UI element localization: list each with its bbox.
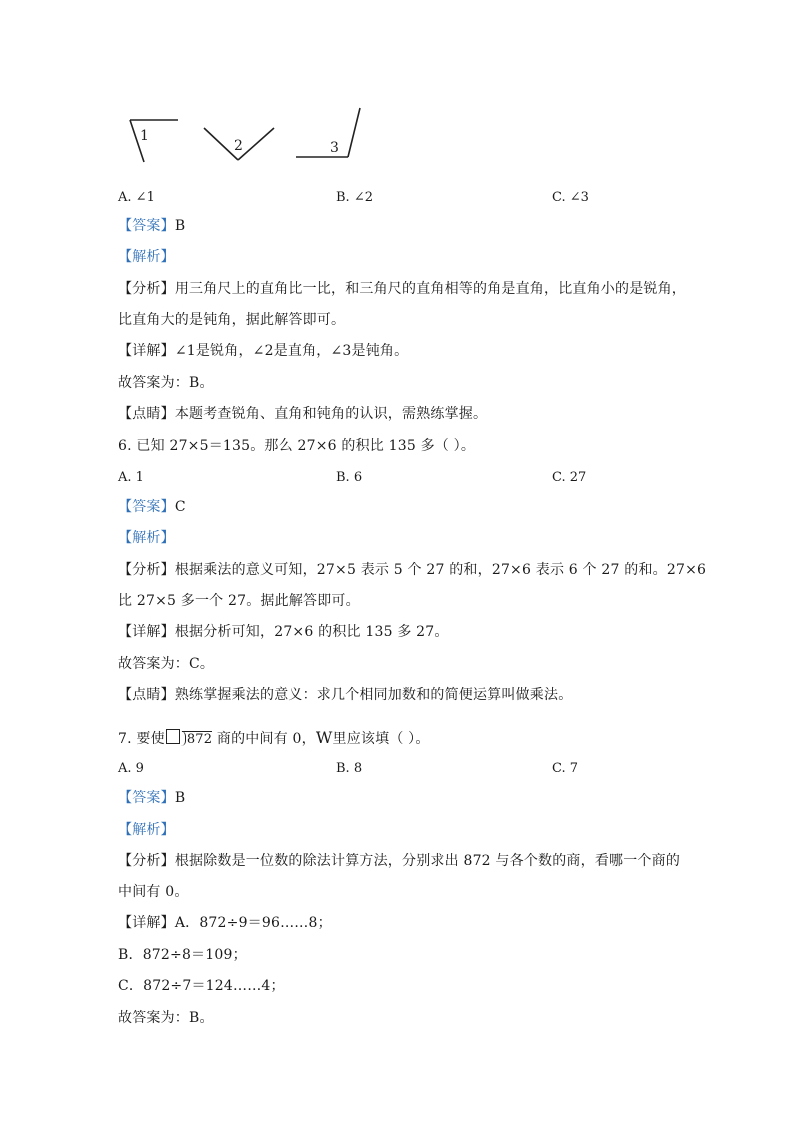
q6-option-c-letter: C. (552, 470, 566, 485)
angle-2 (204, 128, 274, 160)
q6-option-b-letter: B. (336, 470, 350, 485)
angle-1 (130, 120, 178, 162)
q6-fenxi-line2: 比 27×5 多一个 27。据此解答即可。 (118, 593, 360, 609)
q6-xiangjie-tag: 【详解】 (118, 624, 175, 640)
q5-dianjing (118, 404, 487, 424)
q5-analysis-tag: 【解析】 (118, 249, 175, 265)
q7-option-b-text: 8 (353, 761, 363, 776)
q7-xiangjie-b: B．872÷8＝109； (118, 947, 247, 963)
q6-xiangjie (118, 622, 449, 642)
q7-fenxi-text1: 根据除数是一位数的除法计算方法，分别求出 872 与各个数的商，看哪一个商的 (174, 853, 681, 869)
q6-option-a-letter: A. (118, 470, 132, 485)
q7-xiangjie-tag: 【详解】 (118, 915, 175, 931)
q7-option-b (336, 759, 362, 779)
q5-option-c (552, 188, 589, 208)
q7-xiangjie-a-text: A．872÷9＝96……8； (174, 915, 332, 931)
q6-option-c-text: 27 (569, 470, 587, 485)
q6-option-b-text: 6 (353, 470, 363, 485)
q6-dianjing-text: 熟练掌握乘法的意义：求几个相同加数和的简便运算叫做乘法。 (174, 687, 573, 703)
q7-option-a-text: 9 (135, 761, 144, 776)
q7-question-prefix: 7. 要使 (118, 731, 165, 747)
q6-fenxi-line1 (118, 560, 706, 580)
q7-option-b-letter: B. (336, 761, 350, 776)
q7-option-c (552, 759, 578, 779)
q5-answer-tag: 【答案】 (118, 218, 175, 234)
q6-fenxi-text1: 根据乘法的意义可知，27×5 表示 5 个 27 的和，27×6 表示 6 个 27 的和。27×6 (174, 562, 707, 578)
q7-xiangjie-a (118, 913, 332, 933)
q5-dianjing-tag: 【点睛】 (118, 406, 175, 422)
q7-option-a (118, 759, 144, 779)
q6-answer (118, 497, 186, 517)
q5-fenxi-line2: 比直角大的是钝角，据此解答即可。 (118, 312, 346, 328)
q7-fenxi-line2: 中间有 0。 (118, 884, 189, 900)
q6-answer-tag: 【答案】 (118, 499, 175, 515)
q7-option-a-letter: A. (118, 761, 132, 776)
q5-conclusion: 故答案为：B。 (118, 375, 214, 391)
q6-analysis-tag: 【解析】 (118, 530, 175, 546)
blank-box-icon (166, 729, 180, 744)
q7-option-c-text: 7 (569, 761, 579, 776)
q5-option-a (118, 188, 155, 208)
q6-option-b (336, 468, 362, 488)
q7-analysis-heading (118, 820, 175, 840)
division-bracket (182, 731, 212, 747)
q7-answer (118, 788, 185, 808)
q7-question-suffix: 里应该填（ ）。 (332, 731, 430, 747)
q7-question-mid: 商的中间有 0， (216, 731, 316, 747)
q5-fenxi-tag: 【分析】 (118, 281, 175, 297)
q5-fenxi-line1 (118, 279, 686, 299)
angle-2-label: 2 (234, 138, 243, 154)
q5-option-a-text: ∠1 (135, 190, 155, 205)
q7-question (118, 728, 430, 749)
q7-fenxi-line1 (118, 851, 680, 871)
q5-option-c-text: ∠3 (569, 190, 589, 205)
q7-dividend: 872 (186, 732, 213, 747)
q5-answer-value: B (174, 218, 186, 234)
angles-figure (118, 100, 378, 170)
q7-answer-tag: 【答案】 (118, 790, 175, 806)
q6-fenxi-tag: 【分析】 (118, 562, 175, 578)
q5-answer (118, 216, 185, 236)
q5-xiangjie-text: ∠1是锐角，∠2是直角，∠3是钝角。 (174, 343, 409, 359)
q6-conclusion: 故答案为：C。 (118, 656, 215, 672)
q7-conclusion: 故答案为：B。 (118, 1010, 214, 1026)
q6-question: 6. 已知 27×5＝135。那么 27×6 的积比 135 多（ ）。 (118, 438, 476, 454)
q6-dianjing-tag: 【点睛】 (118, 687, 175, 703)
angle-3-label: 3 (330, 140, 339, 156)
q7-w-glyph: W (315, 728, 333, 747)
q6-xiangjie-text: 根据分析可知，27×6 的积比 135 多 27。 (174, 624, 449, 640)
q5-option-b-letter: B. (336, 190, 350, 205)
q7-xiangjie-c: C．872÷7＝124……4； (118, 978, 285, 994)
q5-dianjing-text: 本题考查锐角、直角和钝角的认识，需熟练掌握。 (174, 406, 488, 422)
q5-xiangjie (118, 341, 408, 361)
q5-option-b (336, 188, 373, 208)
q5-option-b-text: ∠2 (353, 190, 373, 205)
q6-answer-value: C (174, 499, 186, 515)
q6-option-a (118, 468, 144, 488)
q5-analysis-heading (118, 247, 175, 267)
q5-option-c-letter: C. (552, 190, 566, 205)
q7-analysis-tag: 【解析】 (118, 822, 175, 838)
q6-dianjing (118, 685, 572, 705)
q6-option-a-text: 1 (135, 470, 144, 485)
q6-analysis-heading (118, 528, 175, 548)
q7-option-c-letter: C. (552, 761, 566, 776)
q7-fenxi-tag: 【分析】 (118, 853, 175, 869)
q5-fenxi-text1: 用三角尺上的直角比一比，和三角尺的直角相等的角是直角，比直角小的是锐角， (174, 281, 687, 297)
q5-option-a-letter: A. (118, 190, 132, 205)
angle-1-label: 1 (140, 128, 149, 144)
q5-xiangjie-tag: 【详解】 (118, 343, 175, 359)
q7-answer-value: B (174, 790, 186, 806)
angle-3 (296, 108, 360, 157)
q6-option-c (552, 468, 586, 488)
